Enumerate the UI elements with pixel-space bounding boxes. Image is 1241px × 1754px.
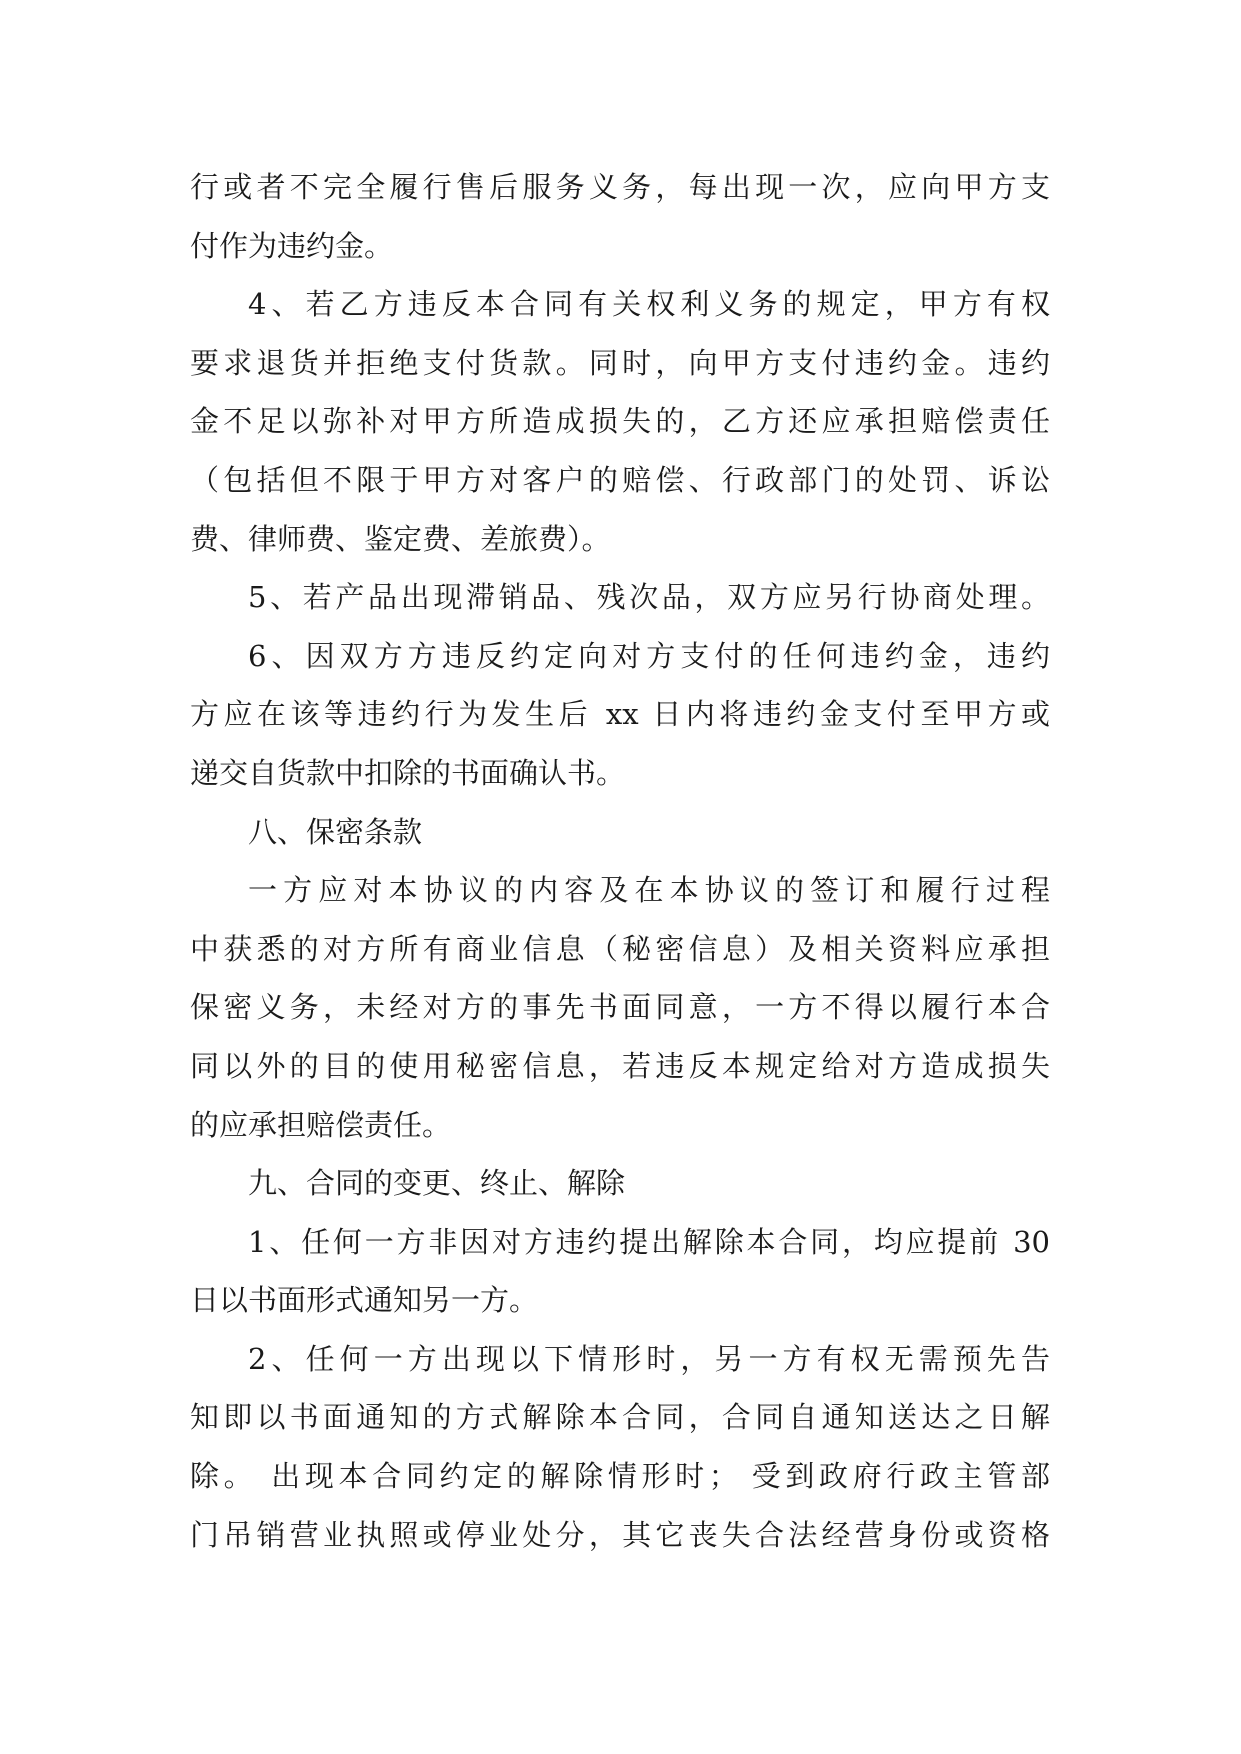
text-line: 方应在该等违约行为发生后 xx 日内将违约金支付至甲方或 <box>190 697 1050 732</box>
text-line: 5、若产品出现滞销品、残次品，双方应另行协商处理。 <box>248 580 1050 615</box>
document-body <box>190 158 1050 1564</box>
text-line: 4、若乙方违反本合同有关权利义务的规定，甲方有权 <box>248 287 1050 322</box>
text-line: 门吊销营业执照或停业处分，其它丧失合法经营身份或资格 <box>190 1517 1050 1552</box>
text-line: 日以书面形式通知另一方。 <box>190 1283 539 1318</box>
text-line: 递交自货款中扣除的书面确认书。 <box>190 755 626 790</box>
text-line: 的应承担赔偿责任。 <box>190 1107 452 1142</box>
text-line: 金不足以弥补对甲方所造成损失的，乙方还应承担赔偿责任 <box>190 404 1050 439</box>
text-line: 费、律师费、鉴定费、差旅费）。 <box>190 521 611 556</box>
text-line: 中获悉的对方所有商业信息（秘密信息）及相关资料应承担 <box>190 931 1050 966</box>
text-line: 保密义务，未经对方的事先书面同意，一方不得以履行本合 <box>190 990 1050 1025</box>
text-line: 2、任何一方出现以下情形时，另一方有权无需预先告 <box>248 1341 1050 1376</box>
text-line: 知即以书面通知的方式解除本合同，合同自通知送达之日解 <box>190 1400 1050 1435</box>
text-line: 除。 出现本合同约定的解除情形时； 受到政府行政主管部 <box>190 1459 1050 1494</box>
section-heading: 九、合同的变更、终止、解除 <box>248 1166 626 1201</box>
text-line: 行或者不完全履行售后服务义务，每出现一次，应向甲方支 <box>190 170 1050 204</box>
text-line: 同以外的目的使用秘密信息，若违反本规定给对方造成损失 <box>190 1048 1050 1083</box>
text-line: 付作为违约金。 <box>190 228 394 263</box>
text-line: 要求退货并拒绝支付货款。同时，向甲方支付违约金。违约 <box>190 345 1050 380</box>
text-line: （包括但不限于甲方对客户的赔偿、行政部门的处罚、诉讼 <box>190 462 1050 497</box>
text-line: 6、因双方方违反约定向对方支付的任何违约金，违约 <box>248 638 1050 673</box>
section-heading: 八、保密条款 <box>248 814 423 849</box>
text-line: 1、任何一方非因对方违约提出解除本合同，均应提前 30 <box>248 1224 1050 1259</box>
text-line: 一方应对本协议的内容及在本协议的签订和履行过程 <box>248 873 1050 908</box>
